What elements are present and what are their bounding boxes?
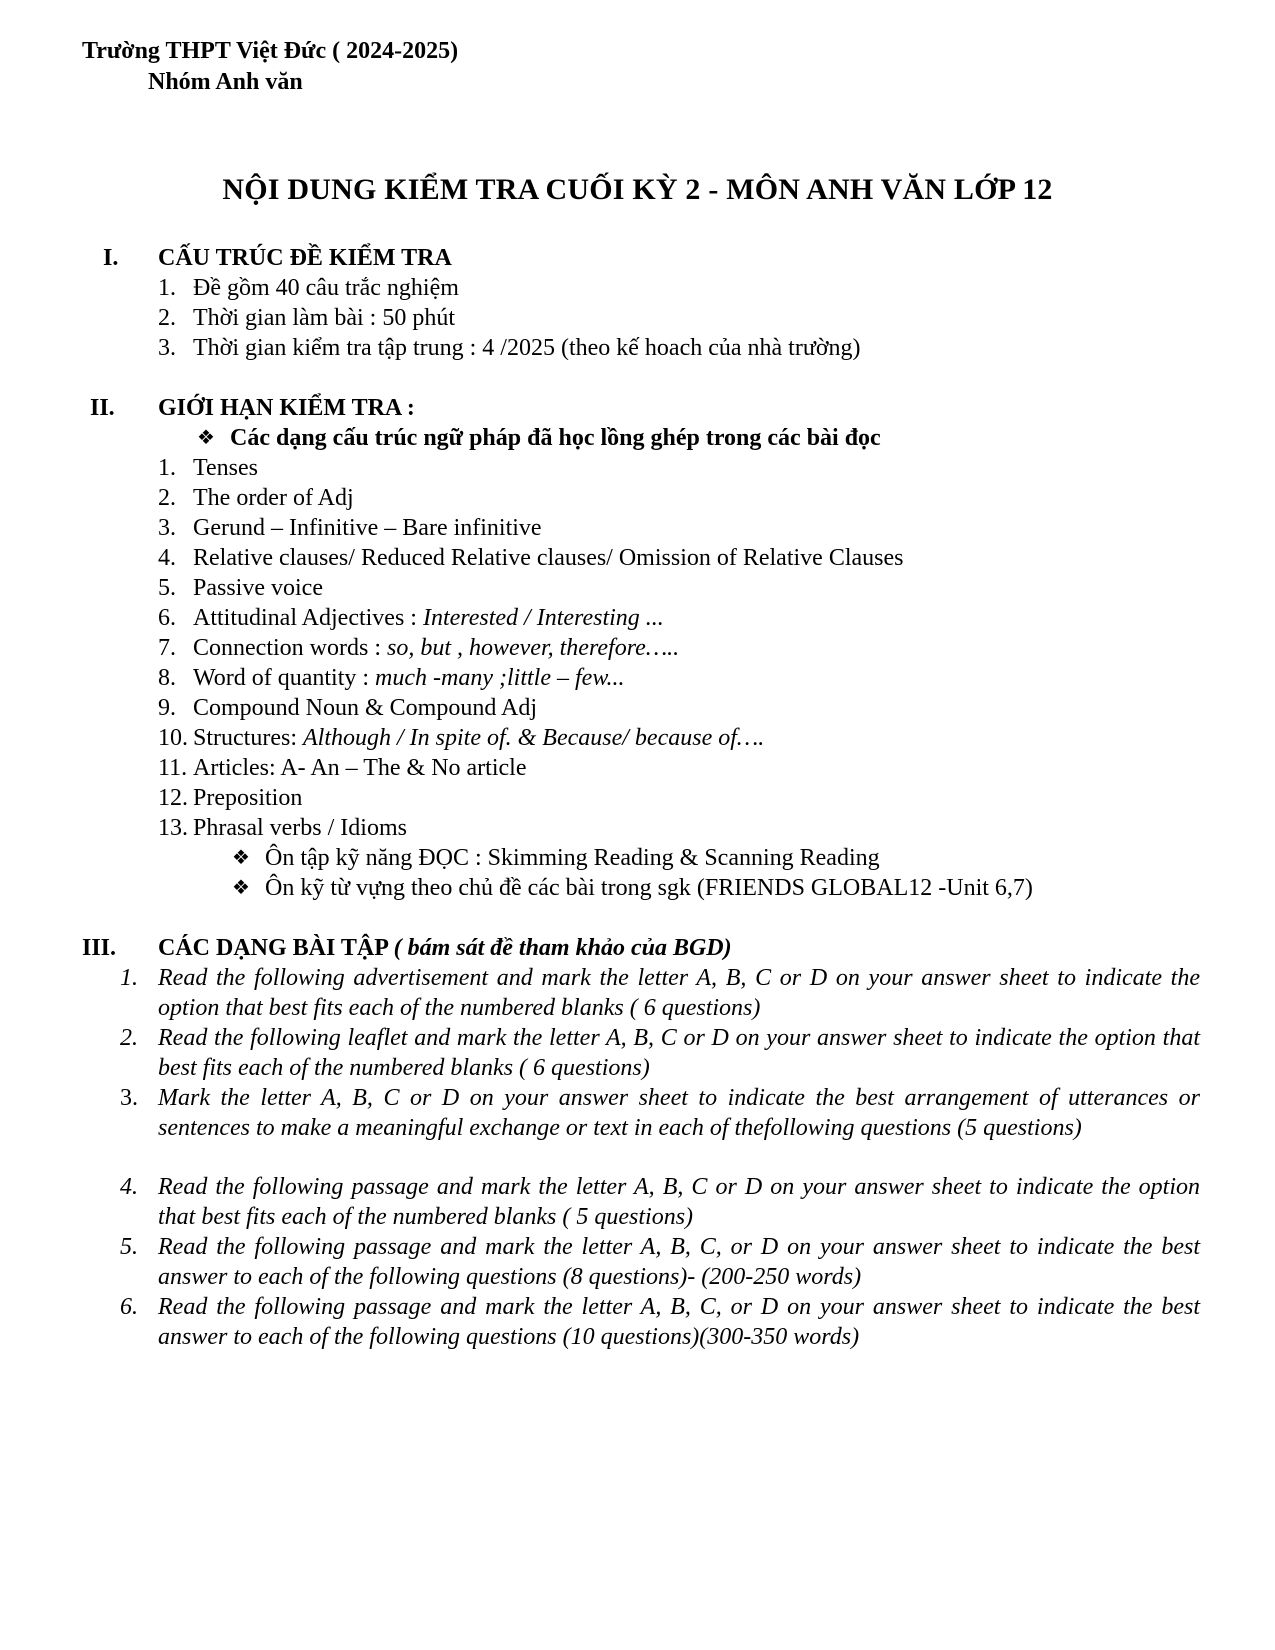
document-page: Trường THPT Việt Đức ( 2024-2025) Nhóm Anh văn NỘI DUNG KIỂM TRA CUỐI KỲ 2 - MÔN ANH VĂN LỚP 12 I. CẤU TRÚC ĐỀ KIỂM TRA 1. Đề gồm 40 câu trắc nghiệm 2. Thời gian làm bài : 50 phút 3. Thời gian kiểm tra tập trung : 4 /2025 (theo kế hoach của nhà trường) II. GIỚI HẠN KIỂM TRA : ❖ Các dạng cấu trúc ngữ pháp đã học lồng ghép trong các bài đọc 1. Tenses 2. The order of Adj 3. Gerund – Infinitive – Bare infinitive 4. Relative clauses/ Reduced Relative clauses/ Omission of Relative Clauses 5. Passive voice 6. Attitudinal Adjectives : Interested / Interesting ... 7. Connection words : so, but , however, therefore….. 8. Word of quantity : much -many ;little – few... 9. Compound Noun & Compound Adj 10. Structures: Although / In spite of. & Because/ because of…. 11. Articles: A- An – The & No article 12. Preposition 13. Phrasal verbs / Idioms ❖ Ôn tập kỹ năng ĐỌC : Skimming Reading & Scanning Reading ❖ Ôn kỹ từ vựng theo chủ đề các bài trong sgk (FRIENDS GLOBAL12 -Unit 6,7) III. CÁC DẠNG BÀI TẬP ( bám sát đề tham khảo của BGD) 1. Read the following advertisement and mark the letter A, B, C or D on your answer sheet to indicate the option that best fits each of the numbered blanks ( 6 questions) 2. Read the following leaflet and mark the letter A, B, C or D on your answer sheet to indicate the option that best fits each of the numbered blanks ( 6 questions) 3. Mark the letter A, B, C or D on your answer sheet to indicate the best arrangement of utterances or sentences to make a meaningful exchange or text in each of thefollowing questions (5 questions) 4. Read the following passage and mark the letter A, B, C or D on your answer sheet to indicate the option that best fits each of the numbered blanks ( 5 questions) 5. Read the following passage and mark the letter A, B, C, or D on your answer sheet to indicate the best answer to each of the following questions (8 questions)- (200-250 words) 6. Read the following passage and mark the letter A, B, C, or D on your answer sheet to indicate the best answer to each of the following questions (10 questions)(300-350 words)	[0, 0, 1275, 1650]
document-title: NỘI DUNG KIỂM TRA CUỐI KỲ 2 - MÔN ANH VĂN LỚP 12	[222, 173, 1053, 206]
school-name: Trường THPT Việt Đức ( 2024-2025)	[82, 38, 459, 64]
section-1-number: I.	[103, 245, 119, 271]
group-name: Nhóm Anh văn	[148, 69, 303, 95]
diamond-bullet-icon: ❖	[232, 845, 250, 869]
section-3-title: CÁC DẠNG BÀI TẬP ( bám sát đề tham khảo của BGD)	[158, 935, 732, 961]
section-1-title: CẤU TRÚC ĐỀ KIỂM TRA	[158, 245, 452, 271]
diamond-bullet-icon: ❖	[197, 425, 215, 449]
section-3-number: III.	[82, 935, 117, 961]
diamond-bullet-icon: ❖	[232, 875, 250, 899]
section-2-title: GIỚI HẠN KIỂM TRA :	[158, 395, 415, 421]
section-2-number: II.	[90, 395, 115, 421]
